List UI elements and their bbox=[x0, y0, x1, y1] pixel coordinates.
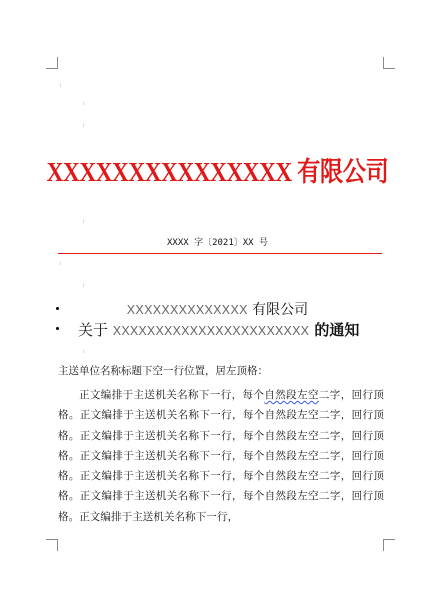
recipient-line: 主送单位名称标题下空一行位置，居左顶格： bbox=[58, 365, 268, 377]
paragraph-mark: ı bbox=[83, 349, 85, 355]
title-placeholder-company: XXXXXXXXXXXXXX bbox=[126, 303, 248, 317]
company-header-title: XXXXXXXXXXXXXXX 有限公司 bbox=[46, 157, 389, 187]
document-number: XXXX 字〔2021〕XX 号 bbox=[166, 238, 269, 248]
title-about: 关于 bbox=[78, 321, 113, 339]
paragraph-mark: ı bbox=[83, 283, 85, 289]
crop-mark-bottom-left bbox=[46, 539, 58, 551]
paragraph-mark: ı bbox=[83, 101, 85, 107]
paragraph-bullet bbox=[56, 327, 59, 330]
paragraph-mark: ı bbox=[83, 219, 85, 225]
crop-mark-top-right bbox=[383, 57, 395, 69]
notice-title-line-2 bbox=[78, 319, 378, 340]
spellcheck-flagged-text: 自然段左空 bbox=[264, 389, 319, 401]
red-separator-line bbox=[58, 253, 382, 254]
notice-title-line-1 bbox=[0, 299, 435, 319]
title-placeholder-subject: XXXXXXXXXXXXXXXXXXXXXXX bbox=[112, 324, 310, 338]
crop-mark-bottom-right bbox=[383, 539, 395, 551]
title-company-suffix: 有限公司 bbox=[247, 302, 309, 318]
paragraph-mark: ı bbox=[83, 123, 85, 129]
paragraph-mark: ı bbox=[60, 261, 62, 267]
body-paragraph bbox=[58, 385, 384, 527]
body-text-before: 正文编排于主送机关名称下一行，每个 bbox=[79, 389, 265, 401]
paragraph-mark: ı bbox=[60, 83, 62, 89]
body-text-after: 二字，回行顶格。正文编排于主送机关名称下一行，每个自然段左空二字，回行顶格。正文编排于主送机关名称下一行，每个自然段左空二字，回行顶格。正文编排于主送机关名称下一行，每个自然段左空二字，回行顶格。正文编排于主送机关名称下一行，每个自然段左空二字，回行顶格。正文编排于主送机关名称下一行，每个自然段左空二字，回行顶格。正文编排于主送机关名称下一行， bbox=[58, 389, 385, 523]
title-notice-suffix: 的通知 bbox=[309, 321, 360, 339]
crop-mark-top-left bbox=[46, 57, 58, 69]
